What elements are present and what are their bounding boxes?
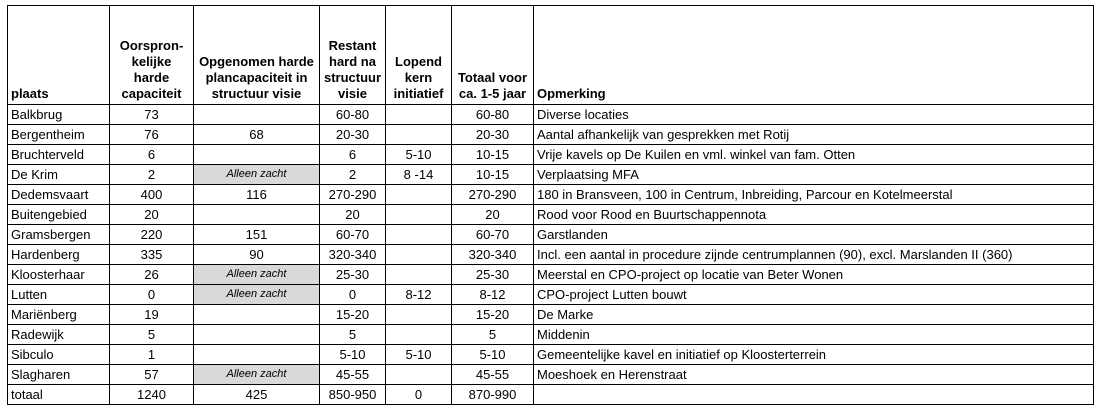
- cell-plaats: Dedemsvaart: [8, 185, 110, 205]
- cell-oorspronkelijk: 76: [110, 125, 194, 145]
- cell-totaal: 20-30: [452, 125, 534, 145]
- cell-restant: 15-20: [320, 305, 386, 325]
- cell-restant: 2: [320, 165, 386, 185]
- cell-plaats: Bergentheim: [8, 125, 110, 145]
- table-row: [8, 245, 1094, 265]
- cell-opgenomen: Alleen zacht: [194, 365, 320, 385]
- cell-oorspronkelijk: 400: [110, 185, 194, 205]
- table-row: [8, 365, 1094, 385]
- table-row: [8, 385, 1094, 405]
- cell-opgenomen: 151: [194, 225, 320, 245]
- cell-plaats: Slagharen: [8, 365, 110, 385]
- cell-plaats: Buitengebied: [8, 205, 110, 225]
- cell-opgenomen: Alleen zacht: [194, 265, 320, 285]
- cell-opgenomen: Alleen zacht: [194, 285, 320, 305]
- cell-restant: 20-30: [320, 125, 386, 145]
- cell-opmerking: Rood voor Rood en Buurtschappennota: [534, 205, 1094, 225]
- cell-restant: 60-80: [320, 105, 386, 125]
- table-row: [8, 265, 1094, 285]
- cell-oorspronkelijk: 220: [110, 225, 194, 245]
- cell-lopend: 5-10: [386, 145, 452, 165]
- cell-lopend: [386, 325, 452, 345]
- table-row: [8, 185, 1094, 205]
- cell-plaats: Kloosterhaar: [8, 265, 110, 285]
- cell-plaats: Balkbrug: [8, 105, 110, 125]
- header-restant: Restant hard na structuur visie: [320, 6, 386, 105]
- header-plaats: plaats: [8, 6, 110, 105]
- cell-plaats: Hardenberg: [8, 245, 110, 265]
- cell-opmerking: CPO-project Lutten bouwt: [534, 285, 1094, 305]
- cell-restant: 25-30: [320, 265, 386, 285]
- cell-opgenomen: Alleen zacht: [194, 165, 320, 185]
- table-row: [8, 105, 1094, 125]
- cell-oorspronkelijk: 19: [110, 305, 194, 325]
- table-body: [8, 105, 1094, 405]
- header-opmerking: Opmerking: [534, 6, 1094, 105]
- cell-restant: 5: [320, 325, 386, 345]
- cell-restant: 45-55: [320, 365, 386, 385]
- cell-totaal: 5: [452, 325, 534, 345]
- cell-opmerking: De Marke: [534, 305, 1094, 325]
- cell-lopend: [386, 305, 452, 325]
- header-opgenomen: Opgenomen harde plancapaciteit in structuur visie: [194, 6, 320, 105]
- table-row: [8, 305, 1094, 325]
- capacity-table: [7, 5, 1094, 405]
- cell-lopend: 8 -14: [386, 165, 452, 185]
- cell-oorspronkelijk: 0: [110, 285, 194, 305]
- cell-totaal: 15-20: [452, 305, 534, 325]
- cell-totaal: 320-340: [452, 245, 534, 265]
- table-container: [7, 5, 1094, 405]
- cell-totaal: 270-290: [452, 185, 534, 205]
- cell-plaats: Gramsbergen: [8, 225, 110, 245]
- cell-lopend: [386, 245, 452, 265]
- cell-lopend: [386, 125, 452, 145]
- cell-opmerking: Incl. een aantal in procedure zijnde centrumplannen (90), excl. Marslanden II (360): [534, 245, 1094, 265]
- cell-opmerking: Middenin: [534, 325, 1094, 345]
- cell-opgenomen: [194, 345, 320, 365]
- cell-totaal: 20: [452, 205, 534, 225]
- cell-restant: 320-340: [320, 245, 386, 265]
- header-lopend: Lopend kern initiatief: [386, 6, 452, 105]
- cell-restant: 60-70: [320, 225, 386, 245]
- cell-oorspronkelijk: 1: [110, 345, 194, 365]
- cell-opgenomen: [194, 145, 320, 165]
- cell-restant: 270-290: [320, 185, 386, 205]
- cell-oorspronkelijk: 20: [110, 205, 194, 225]
- cell-restant: 5-10: [320, 345, 386, 365]
- table-row: [8, 285, 1094, 305]
- cell-restant: 850-950: [320, 385, 386, 405]
- cell-lopend: 5-10: [386, 345, 452, 365]
- cell-restant: 20: [320, 205, 386, 225]
- cell-plaats: Bruchterveld: [8, 145, 110, 165]
- cell-opgenomen: 68: [194, 125, 320, 145]
- table-row: [8, 125, 1094, 145]
- cell-totaal: 10-15: [452, 145, 534, 165]
- cell-totaal: 10-15: [452, 165, 534, 185]
- header-oorspronkelijk: Oorspron-kelijke harde capaciteit: [110, 6, 194, 105]
- cell-lopend: [386, 225, 452, 245]
- cell-opmerking: Gemeentelijke kavel en initiatief op Kloosterterrein: [534, 345, 1094, 365]
- cell-plaats: totaal: [8, 385, 110, 405]
- cell-lopend: 0: [386, 385, 452, 405]
- table-row: [8, 325, 1094, 345]
- cell-lopend: [386, 365, 452, 385]
- cell-lopend: [386, 265, 452, 285]
- cell-oorspronkelijk: 73: [110, 105, 194, 125]
- cell-opmerking: Moeshoek en Herenstraat: [534, 365, 1094, 385]
- cell-oorspronkelijk: 1240: [110, 385, 194, 405]
- cell-totaal: 8-12: [452, 285, 534, 305]
- cell-restant: 0: [320, 285, 386, 305]
- cell-totaal: 5-10: [452, 345, 534, 365]
- cell-opmerking: Meerstal en CPO-project op locatie van Beter Wonen: [534, 265, 1094, 285]
- cell-totaal: 870-990: [452, 385, 534, 405]
- cell-opgenomen: [194, 325, 320, 345]
- cell-plaats: Mariënberg: [8, 305, 110, 325]
- cell-lopend: [386, 205, 452, 225]
- cell-totaal: 60-70: [452, 225, 534, 245]
- cell-opmerking: [534, 385, 1094, 405]
- cell-totaal: 45-55: [452, 365, 534, 385]
- cell-oorspronkelijk: 26: [110, 265, 194, 285]
- cell-opgenomen: [194, 105, 320, 125]
- cell-opmerking: Vrije kavels op De Kuilen en vml. winkel van fam. Otten: [534, 145, 1094, 165]
- cell-totaal: 25-30: [452, 265, 534, 285]
- cell-lopend: 8-12: [386, 285, 452, 305]
- cell-opgenomen: 116: [194, 185, 320, 205]
- cell-opmerking: Garstlanden: [534, 225, 1094, 245]
- cell-opgenomen: [194, 305, 320, 325]
- cell-lopend: [386, 185, 452, 205]
- cell-opgenomen: 90: [194, 245, 320, 265]
- cell-opmerking: Verplaatsing MFA: [534, 165, 1094, 185]
- table-row: [8, 225, 1094, 245]
- cell-plaats: Lutten: [8, 285, 110, 305]
- table-row: [8, 205, 1094, 225]
- cell-opgenomen: 425: [194, 385, 320, 405]
- cell-oorspronkelijk: 6: [110, 145, 194, 165]
- cell-oorspronkelijk: 335: [110, 245, 194, 265]
- cell-opmerking: Aantal afhankelijk van gesprekken met Rotij: [534, 125, 1094, 145]
- table-row: [8, 165, 1094, 185]
- cell-opmerking: Diverse locaties: [534, 105, 1094, 125]
- table-row: [8, 345, 1094, 365]
- table-row: [8, 145, 1094, 165]
- cell-opgenomen: [194, 205, 320, 225]
- cell-plaats: Sibculo: [8, 345, 110, 365]
- cell-plaats: De Krim: [8, 165, 110, 185]
- header-totaal: Totaal voor ca. 1-5 jaar: [452, 6, 534, 105]
- cell-plaats: Radewijk: [8, 325, 110, 345]
- cell-lopend: [386, 105, 452, 125]
- cell-opmerking: 180 in Bransveen, 100 in Centrum, Inbreiding, Parcour en Kotelmeerstal: [534, 185, 1094, 205]
- header-row: [8, 6, 1094, 105]
- cell-oorspronkelijk: 5: [110, 325, 194, 345]
- cell-totaal: 60-80: [452, 105, 534, 125]
- cell-oorspronkelijk: 2: [110, 165, 194, 185]
- cell-oorspronkelijk: 57: [110, 365, 194, 385]
- cell-restant: 6: [320, 145, 386, 165]
